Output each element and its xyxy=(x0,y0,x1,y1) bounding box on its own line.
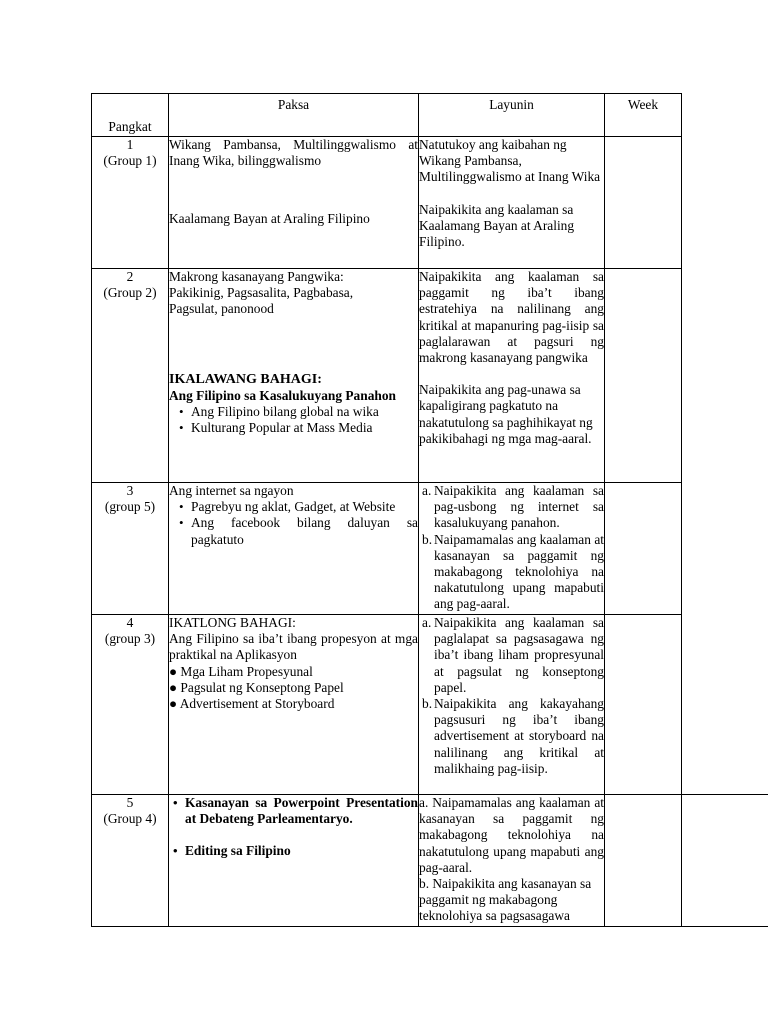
list-marker: a. xyxy=(422,483,432,498)
group-cell xyxy=(92,615,169,795)
topic-bullets xyxy=(169,795,418,860)
group-label: (Group 1) xyxy=(103,153,157,169)
objective-list xyxy=(423,483,604,613)
header-week: Week xyxy=(605,94,682,137)
group-label: (Group 4) xyxy=(103,811,157,827)
list-item: ● Advertisement at Storyboard xyxy=(169,696,335,712)
group-label: (Group 2) xyxy=(103,285,157,301)
group-number: 3 xyxy=(126,483,134,498)
spacer xyxy=(682,94,768,137)
list-item xyxy=(423,483,604,532)
table-row xyxy=(92,269,768,483)
table-row xyxy=(92,137,768,269)
list-item: • Pagrebyu ng aklat, Gadget, at Website xyxy=(191,499,418,515)
section-heading: IKALAWANG BAHAGI: xyxy=(169,371,322,387)
list-marker: b. xyxy=(422,531,433,547)
objective-text: Naipakikita ang kaalaman sa paglalapat sa pagsasagawa ng iba’t ibang liham propresyunal at pagsulat ng konseptong papel. xyxy=(434,615,604,695)
group-number: 2 xyxy=(126,269,134,284)
section-title: Ang Filipino sa Kasalukuyang Panahon xyxy=(169,387,396,403)
list-item xyxy=(423,696,604,777)
list-item: ● Mga Liham Propesyunal xyxy=(169,663,313,679)
week-cell xyxy=(605,269,682,483)
list-item xyxy=(423,615,604,696)
header-objective: Layunin xyxy=(419,94,605,137)
objective-text: Naipakikita ang kaalaman sa Kaalamang Bayan at Araling Filipino. xyxy=(419,201,575,250)
list-item: • Ang Filipino bilang global na wika xyxy=(191,404,418,420)
topic-text: Makrong kasanayang Pangwika: Pakikinig, Pagsasalita, Pagbabasa, Pagsulat, panonood xyxy=(169,269,354,317)
week-cell xyxy=(605,483,682,615)
group-cell xyxy=(92,795,169,927)
topic-bullets xyxy=(169,404,418,436)
list-item: ● Pagsulat ng Konseptong Papel xyxy=(169,679,344,695)
topic-text: Wikang Pambansa, Multilinggwalismo at Inang Wika, bilinggwalismo xyxy=(169,137,418,169)
header-group: Pangkat xyxy=(92,94,169,137)
group-number: 1 xyxy=(126,137,134,152)
header-row xyxy=(92,94,768,137)
table-row xyxy=(92,615,768,795)
objective-text: a. Naipamamalas ang kaalaman at kasanayan sa paggamit ng makabagong teknolohiya na nakatutulong upang mapabuti ang pag-aaral. xyxy=(419,795,604,875)
list-item: • Kasanayan sa Powerpoint Presentation at Debateng Parleamentaryo. xyxy=(185,795,418,827)
list-marker: a. xyxy=(422,615,432,630)
group-label: (group 5) xyxy=(104,499,156,515)
objective-text: Naipamamalas ang kaalaman at kasanayan sa paggamit ng makabagong teknolohiya na nakatutulong upang mapabuti ang pag-aaral. xyxy=(434,531,604,612)
objective-cell xyxy=(419,795,605,927)
group-number: 5 xyxy=(126,795,134,810)
objective-text: Naipakikita ang kaalaman sa pag-usbong ng internet sa kasalukuyang panahon. xyxy=(434,483,604,531)
header-topic: Paksa xyxy=(169,94,419,137)
week-cell xyxy=(605,615,682,795)
topic-cell xyxy=(169,137,419,269)
group-cell xyxy=(92,269,169,483)
group-number: 4 xyxy=(126,615,134,630)
table-row xyxy=(92,483,768,615)
topic-cell xyxy=(169,795,419,927)
objective-text: Naipakikita ang kakayahang pagsusuri ng iba’t ibang advertisement at storyboard na nalilinang ang kritikal at malikhaing pag-iisip. xyxy=(434,696,604,776)
group-cell xyxy=(92,137,169,269)
objective-cell xyxy=(419,137,605,269)
extra-cell xyxy=(682,795,768,927)
topic-text: Ang internet sa ngayon xyxy=(169,483,294,498)
objective-list xyxy=(423,615,604,777)
section-heading: IKATLONG BAHAGI: xyxy=(169,615,296,630)
group-label: (group 3) xyxy=(104,631,156,647)
objective-text: Naipakikita ang pag-unawa sa kapaligirang pagkatuto na nakatutulong sa paghihikayat ng pakikibahagi ng mga mag-aaral. xyxy=(419,382,593,446)
topic-cell xyxy=(169,483,419,615)
list-marker: b. xyxy=(422,696,433,712)
table-row xyxy=(92,795,768,927)
topic-bullets xyxy=(169,499,418,548)
group-cell xyxy=(92,483,169,615)
list-item xyxy=(423,532,604,613)
objective-text: Natutukoy ang kaibahan ng Wikang Pambansa, Multilinggwalismo at Inang Wika xyxy=(419,137,601,185)
list-item: • Kulturang Popular at Mass Media xyxy=(191,420,418,436)
objective-cell xyxy=(419,615,605,795)
topic-text: Kaalamang Bayan at Araling Filipino xyxy=(169,211,370,227)
list-item: • Ang facebook bilang daluyan sa pagkatuto xyxy=(191,515,418,547)
objective-cell xyxy=(419,483,605,615)
syllabus-table xyxy=(91,93,768,927)
objective-cell xyxy=(419,269,605,483)
objective-text: Naipakikita ang kaalaman sa paggamit ng iba’t ibang estratehiya na nalilinang ang kritikal at mapanuring pag-iisip sa paglalarawan at pagsuri ng makrong kasanayang pangwika xyxy=(419,269,604,366)
topic-cell xyxy=(169,615,419,795)
topic-cell xyxy=(169,269,419,483)
list-item: • Editing sa Filipino xyxy=(185,843,418,859)
week-cell xyxy=(605,137,682,269)
objective-text: b. Naipakikita ang kasanayan sa paggamit ng makabagong teknolohiya sa pagsasagawa xyxy=(419,876,592,924)
week-cell xyxy=(605,795,682,927)
topic-text: Ang Filipino sa iba’t ibang propesyon at mga praktikal na Aplikasyon xyxy=(169,631,418,663)
